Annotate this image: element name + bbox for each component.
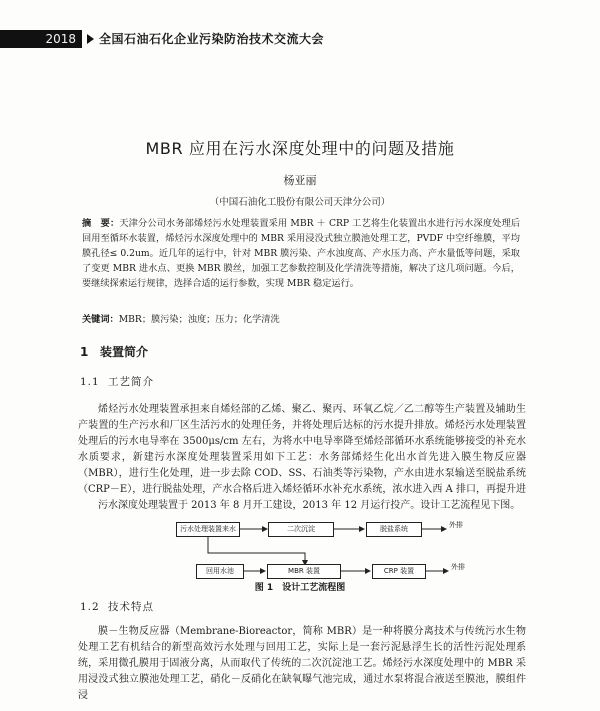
flow-box-sedimentation: 二次沉淀 [268, 522, 334, 537]
subsection-1-2-heading [80, 599, 154, 614]
header-year-box: 2018 [0, 30, 82, 48]
abstract-label: 摘 要： [82, 218, 120, 229]
abstract-text: 天津分公司水务部烯烃污水处理装置采用 MBR ＋ CRP 工艺将生化装置出水进行污水深度处理后回用至循环水装置，烯烃污水深度处理中的 MBR 采用浸没式独立膜池处理工艺，PVDF 中空纤维膜，平均膜孔径≤ 0.2um。近几年的运行中，针对 MBR 膜污染、产水浊度高、产水压力高、产水量低等问题，采取了变更 MBR 进水点、更换 MBR 膜丝，加强工艺参数控制及化学清洗等措施，解决了这几项问题。今后，要继续探索运行规律，选择合适的运行参数，实现 MBR 稳定运行。 [82, 218, 521, 289]
section-1-title: 装置简介 [100, 345, 149, 359]
flow-label-discharge-top: 外排 [449, 521, 463, 529]
subsection-1-1-number: 1.1 [80, 376, 100, 388]
paper-author: 杨亚丽 [283, 174, 317, 187]
subsection-1-1-title: 工艺简介 [108, 376, 154, 388]
paragraph-process-intro: 烯烃污水处理装置承担来自烯烃部的乙烯、聚乙、聚丙、环氧乙烷／乙二醇等生产装置及辅助生产装置的生产污水和厂区生活污水的处理任务，并将处理后达标的污水提升排放。烯烃污水处理装置处理后的污水电导率在 3500μs/cm 左右，为将水中电导率降至烯烃部循环水系统能够接受的补充水水质要求，新建污水深度处理装置采用如下工艺：水务部烯烃生化出水首先进入膜生物反应器（MBR），进行生化处理，进一步去除 COD、SS、石油类等污染物，产水由进水泵输送至脱盐系统（CRP－E），进行脱盐处理，产水合格后进入烯烃循环水补充水系统，浓水进入西 A 排口，再提升进 [78, 404, 526, 495]
keywords-text: MBR；膜污染；浊度；压力；化学清洗 [118, 314, 280, 325]
paragraph-technical-features: 膜－生物反应器（Membrane-Bioreactor，简称 MBR）是一种将膜分离技术与传统污水生物处理工艺有机结合的新型高效污水处理与回用工艺，实际上是一套污泥悬浮生长的活性污泥处理系统，采用微孔膜用于固液分离，从而取代了传统的二次沉淀池工艺。烯烃污水深度处理中的 MBR 采用浸没式独立膜池处理工艺，硝化－反硝化在缺氧曝气池完成，通过水泵将混合液送至膜池，膜组件浸 [78, 626, 526, 701]
flow-box-mbr: MBR 装置 [267, 564, 341, 579]
flow-label-discharge-bottom: 外排 [451, 563, 465, 571]
header-conference-title: 全国石油石化企业污染防治技术交流大会 [99, 32, 325, 46]
subsection-1-2-title: 技术特点 [108, 601, 154, 613]
arrow-to-mbr [208, 537, 305, 565]
flow-box-desalting: 脱盐系统 [366, 522, 422, 537]
flow-box-reuse-pool: 回用水池 [196, 564, 244, 579]
subsection-1-2-number: 1.2 [80, 601, 100, 613]
section-1-number: 1 [80, 345, 89, 359]
keywords-label: 关键词： [82, 314, 119, 325]
paragraph-construction: 污水深度处理装置于 2013 年 8 月开工建设，2013 年 12 月运行投产。设计工艺流程见下图。 [98, 500, 521, 511]
paper-title: MBR 应用在污水深度处理中的问题及措施 [145, 139, 455, 158]
paper-affiliation: （中国石油化工股份有限公司天津分公司） [209, 197, 391, 208]
flow-box-feed: 污水处理装置来水 [176, 522, 240, 537]
figure-caption: 图 1 设计工艺流程图 [254, 583, 346, 593]
flow-box-crp: CRP 装置 [372, 564, 426, 579]
